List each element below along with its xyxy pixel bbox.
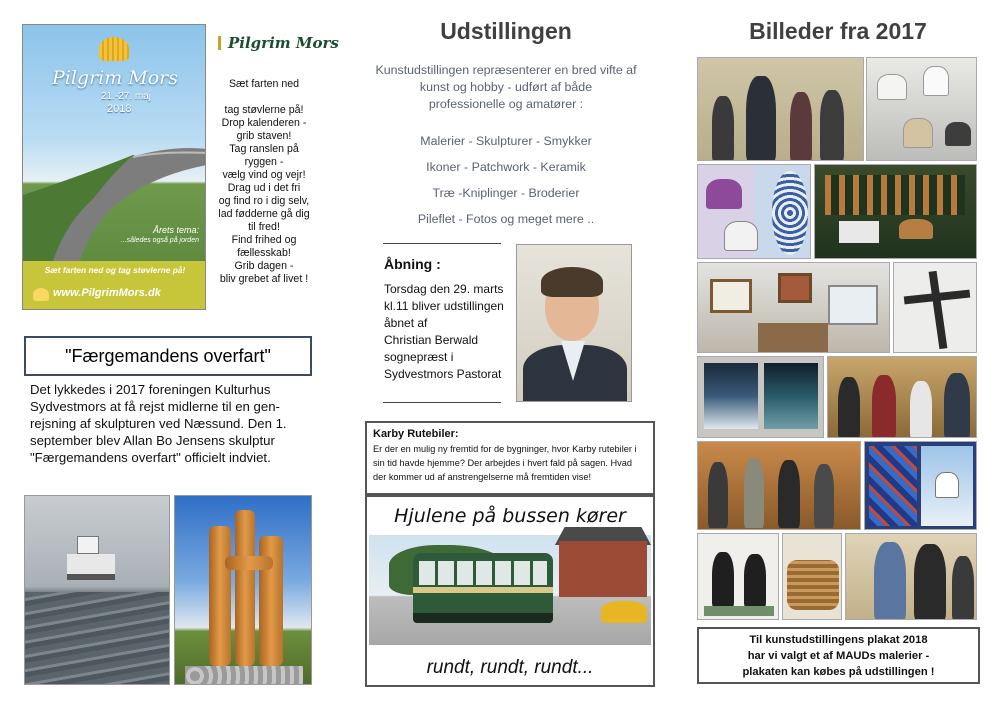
lace-doily <box>772 171 808 255</box>
opening-line: Torsdag den 29. marts <box>384 282 504 296</box>
opening-line: Christian Berwald <box>384 333 479 347</box>
opening-line: sognepræst i <box>384 350 454 364</box>
person <box>814 464 834 528</box>
person <box>708 462 728 528</box>
scallop-shell-icon <box>99 37 129 61</box>
gallery-photo-paintings <box>697 262 890 353</box>
opening-line: åbnet af <box>384 316 428 330</box>
gallery-photo-seascapes <box>697 356 824 438</box>
poem-gap <box>212 91 316 104</box>
framed-picture <box>710 279 752 313</box>
dark-bowl <box>945 122 971 146</box>
stone-base <box>185 666 303 685</box>
opening-line: kl.11 bliver udstillingen <box>384 299 504 313</box>
price-card <box>839 221 879 243</box>
category-line: Træ -Kniplinger - Broderier <box>432 186 580 200</box>
bus-box <box>365 495 655 687</box>
text-line: Det lykkedes i 2017 foreningen Kulturhus <box>30 382 271 397</box>
display-table <box>758 323 828 353</box>
bus-headline: Hjulene på bussen kører <box>394 505 626 527</box>
karby-heading: Karby Rutebiler: <box>373 428 459 440</box>
person <box>838 377 860 438</box>
poster-theme-text: ...således også på jorden <box>120 237 199 244</box>
cross-icon <box>929 271 948 349</box>
karby-text <box>373 442 647 484</box>
vase <box>923 66 949 96</box>
person <box>874 542 906 620</box>
bowl <box>877 74 907 100</box>
divider <box>383 402 501 403</box>
person <box>914 544 946 620</box>
intro-line: kunst og hobby - udført af både <box>419 80 593 94</box>
poster-url[interactable]: www.PilgrimMors.dk <box>53 287 161 299</box>
green-bus <box>413 553 553 623</box>
gallery-photo-guests <box>845 533 977 620</box>
bus-photo <box>369 535 651 645</box>
ferry-photo <box>24 495 170 685</box>
poem-line: og find ro i dig selv, <box>218 195 310 207</box>
karby-line: der kommer ud af anstrengelserne må fremtiden vise! <box>373 472 592 482</box>
wood-figure <box>209 526 231 666</box>
bus-footline: rundt, rundt, rundt... <box>426 657 594 678</box>
intro-line: professionelle og amatører : <box>428 97 584 111</box>
gallery-photo-visitors <box>827 356 977 438</box>
person <box>820 90 844 161</box>
pilgrim-mors-poster <box>22 24 206 310</box>
poem-line: vælg vind og vejr! <box>222 169 306 181</box>
house <box>559 541 647 597</box>
gallery-photo-ceramics <box>866 57 977 161</box>
person <box>910 381 932 438</box>
text-line: september blev Allan Bo Jensens skulptur <box>30 433 275 448</box>
gallery-photo-textiles <box>697 164 811 259</box>
exhibition-intro <box>372 62 640 113</box>
caption-line: Til kunstudstillingens plakat 2018 <box>749 634 928 646</box>
opening-line: Sydvestmors Pastorat <box>384 367 502 381</box>
poem-line: til fred! <box>248 221 280 233</box>
poem <box>212 78 316 286</box>
yellow-car <box>601 601 647 623</box>
poem-line: Drag ud i det fri <box>227 182 301 194</box>
wood-bowl <box>899 219 933 239</box>
poem-line: Tag ranslen på <box>229 143 299 155</box>
wicker-basket <box>787 560 839 610</box>
seascape-painting <box>704 363 758 429</box>
caption-line: har vi valgt et af MAUDs malerier - <box>747 650 930 662</box>
person <box>872 375 896 438</box>
gallery-photo-woodwork <box>814 164 977 259</box>
poem-line: grib staven! <box>236 130 292 142</box>
person <box>952 556 974 620</box>
poem-line: Find frihed og <box>231 234 297 246</box>
exhibition-categories <box>372 128 640 232</box>
poem-line: Drop kalenderen - <box>221 117 307 129</box>
poster-slogan: Sæt farten ned og tag støvlerne på! <box>44 265 186 275</box>
ferry-sculpture-title: "Færgemandens overfart" <box>24 336 312 376</box>
wood-beam <box>225 556 273 570</box>
wood-candlesticks <box>825 175 965 215</box>
category-line: Malerier - Skulpturer - Smykker <box>420 134 592 148</box>
person <box>746 76 776 161</box>
poem-line: Sæt farten ned <box>228 78 300 90</box>
poem-line: bliv grebet af livet ! <box>219 273 309 285</box>
gallery-photo-seagull-quilt <box>864 441 977 530</box>
pastor-portrait <box>516 244 632 402</box>
poem-line: tag støvlerne på! <box>224 104 304 116</box>
poem-line: ryggen - <box>244 156 284 168</box>
wood-figure <box>235 510 255 666</box>
karby-line: Er der en mulig ny fremtid for de bygninger, hvor Karby rutebiler i <box>373 444 637 454</box>
logo-label: Pilgrim Mors <box>228 34 339 52</box>
person <box>712 96 734 161</box>
poster-caption <box>697 627 980 684</box>
person <box>790 92 812 161</box>
poem-line: Grib dagen - <box>234 260 294 272</box>
jar <box>903 118 933 148</box>
gallery-photo-singers <box>697 441 861 530</box>
poster-title: Pilgrim Mors <box>51 67 179 89</box>
ferry-sculpture-text <box>30 381 320 466</box>
hat <box>724 221 758 251</box>
category-line: Pileflet - Fotos og meget mere .. <box>417 212 595 226</box>
pilgrim-mors-logo <box>218 34 339 52</box>
seascape-painting <box>764 363 818 429</box>
poster-theme-label: Årets tema: <box>152 225 199 235</box>
scallop-shell-icon <box>33 288 49 301</box>
framed-picture <box>828 285 878 325</box>
karby-line: sin tid havde hjemme? Der arbejdes i hvert fald på sagen. Hvad <box>373 458 632 468</box>
text-line: Sydvestmors at få rejst midlerne til en gen- <box>30 399 280 414</box>
ferry-cabin <box>77 536 99 554</box>
framed-picture <box>778 273 812 303</box>
caption-line: plakaten kan købes på udstillingen ! <box>742 666 935 678</box>
gallery-photo-basket <box>782 533 842 620</box>
seagull <box>935 472 959 498</box>
category-line: Ikoner - Patchwork - Keramik <box>426 160 586 174</box>
waves <box>25 592 170 685</box>
hair <box>541 267 603 297</box>
exhibition-heading: Udstillingen <box>440 18 572 44</box>
person <box>944 373 970 438</box>
text-line: "Færgemandens overfart" officielt indviet. <box>30 450 271 465</box>
ferry-hull <box>67 554 115 580</box>
poem-line: lad fødderne gå dig <box>218 208 310 220</box>
person <box>744 458 764 528</box>
hat <box>706 179 742 209</box>
divider <box>383 243 501 244</box>
opening-text <box>384 281 514 383</box>
gallery-photo-cross <box>893 262 977 353</box>
gallery-photo-choir <box>697 57 864 161</box>
staff-icon <box>218 36 226 50</box>
opening-heading: Åbning : <box>384 256 441 272</box>
gallery-photo-bobbin-lace <box>697 533 779 620</box>
doll-figure <box>744 554 766 608</box>
intro-line: Kunstudstillingen repræsenterer en bred vifte af <box>375 63 637 77</box>
doll-figure <box>712 552 734 608</box>
lace-pillow <box>704 606 774 616</box>
poster-year: 2018 <box>107 103 132 115</box>
sculpture-photo <box>174 495 312 685</box>
poem-line: fællesskab! <box>237 247 291 259</box>
person <box>778 460 800 528</box>
poster-dates: 21.-27. maj <box>101 91 152 102</box>
patchwork <box>869 446 917 526</box>
text-line: rejsning af skulpturen ved Næssund. Den 1. <box>30 416 287 431</box>
karby-box <box>365 421 655 495</box>
photos-heading: Billeder fra 2017 <box>749 18 927 44</box>
